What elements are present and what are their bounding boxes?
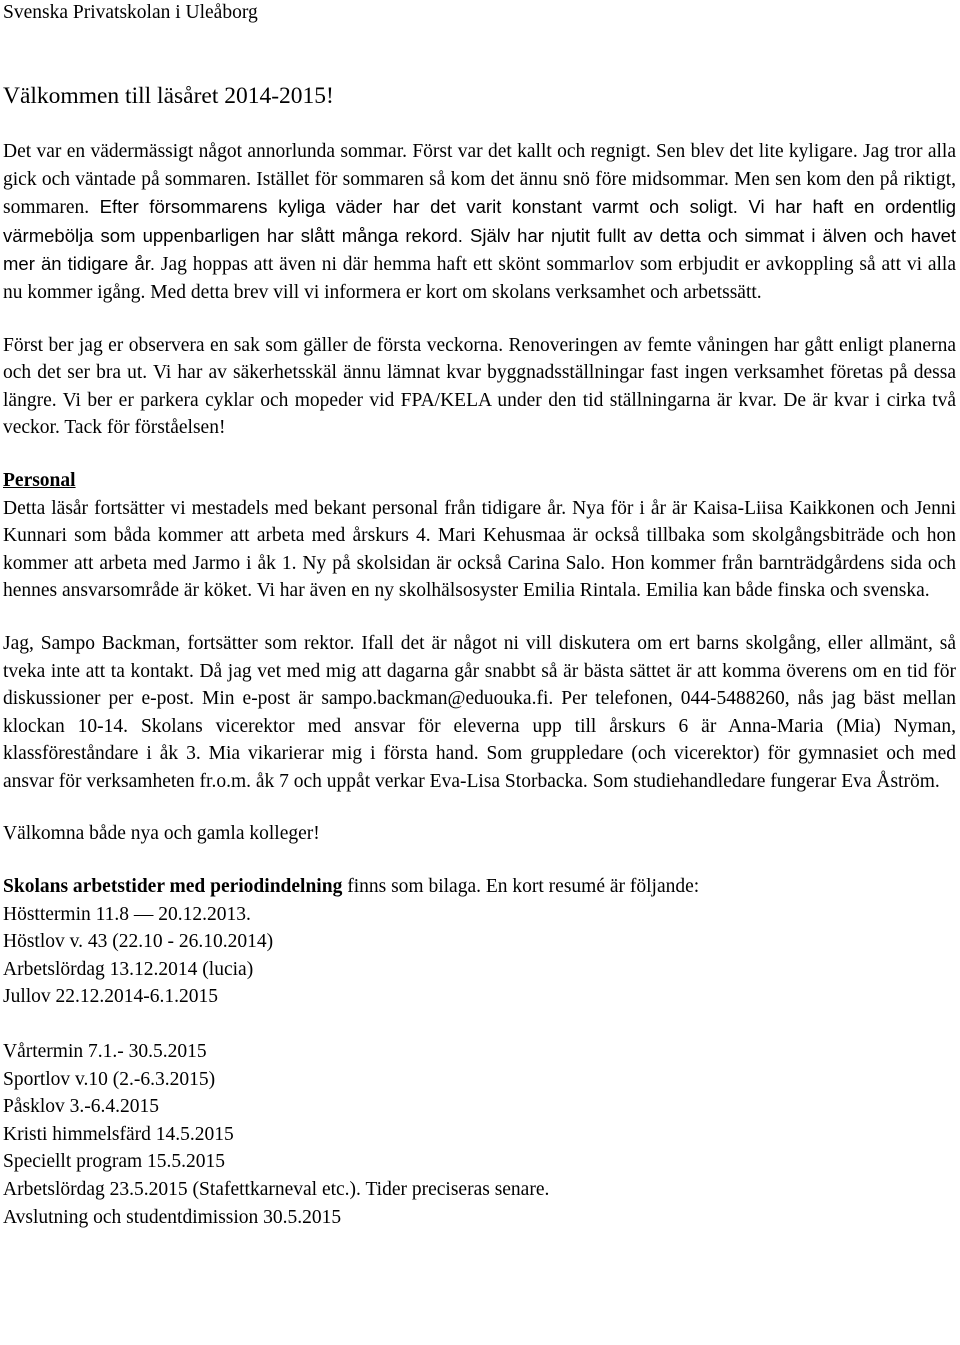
list-item: Speciellt program 15.5.2015	[3, 1151, 226, 1173]
list-item: Arbetslördag 23.5.2015 (Stafettkarneval etc.). Tider preciseras senare.	[3, 1179, 550, 1200]
welcome-colleagues: Välkomna både nya och gamla kolleger!	[3, 823, 320, 845]
list-item: Jullov 22.12.2014-6.1.2015	[3, 986, 219, 1008]
intro-paragraph	[3, 138, 956, 307]
autumn-schedule-list	[3, 901, 956, 1011]
schedule-lead-bold: Skolans arbetstider med periodindelning	[3, 876, 343, 898]
list-item: Sportlov v.10 (2.-6.3.2015)	[3, 1068, 216, 1090]
list-item: Höstlov v. 43 (22.10 - 26.10.2014)	[3, 931, 274, 953]
list-item: Hösttermin 11.8 — 20.12.2013.	[3, 903, 251, 925]
school-name: Svenska Privatskolan i Uleåborg	[3, 2, 258, 23]
list-item: Avslutning och studentdimission 30.5.2015	[3, 1206, 342, 1228]
renovation-paragraph: Först ber jag er observera en sak som gäller de första veckorna. Renoveringen av femte våningen har gått enligt planerna och det ser bra ut. Vi har av säkerhetsskäl ännu lämnat kvar byggnadsställningar fast ingen verksamhet företas på dessa längre. Vi ber er parkera cyklar och mopeder vid FPA/KELA under den tid ställningarna är kvar. De är kvar i cirka två veckor. Tack för förståelsen!	[3, 334, 956, 439]
spring-schedule-list	[3, 1038, 956, 1231]
personal-paragraph: Detta läsår fortsätter vi mestadels med bekant personal från tidigare år. Nya för i år är Kaisa-Liisa Kaikkonen och Jenni Kunnari som båda kommer att arbeta med årskurs 4. Mari Kehusmaa är också tillbaka som skolgångsbiträde och hon kommer att arbeta med Jarmo i åk 1. Ny på skolsidan är också Carina Salo. Hon kommer från barnträdgårdens sida och hennes ansvarsområde är köket. Vi har även en ny skolhälsosyster Emilia Rintala. Emilia kan både finska och svenska.	[3, 497, 956, 602]
list-spacer	[3, 1011, 956, 1038]
letter-page	[3, 0, 956, 1231]
list-item: Påsklov 3.-6.4.2015	[3, 1096, 159, 1118]
list-item: Arbetslördag 13.12.2014 (lucia)	[3, 958, 254, 980]
list-item: Kristi himmelsfärd 14.5.2015	[3, 1123, 234, 1145]
intro-text-1: Det var en vädermässigt något annorlunda sommar. Först var det kallt och regnigt. Sen blev det lite kyligare. Jag tror alla gick och väntade på sommaren. Istället för sommaren så kom det ännu snö före midsommar. Men sen kom den på riktigt, sommaren.	[3, 141, 956, 219]
schedule-lead-rest: finns som bilaga. En kort resumé är följande:	[342, 876, 700, 898]
intro-text-2: Efter försommarens kyliga väder har det varit konstant varmt och soligt. Vi har haft en ordentlig värmebölja som uppenbarligen har slått många rekord. Själv har njutit fullt av detta och simmat i älven och havet mer än tidigare år.	[3, 196, 956, 275]
personal-heading	[3, 467, 956, 495]
rector-paragraph: Jag, Sampo Backman, fortsätter som rektor. Ifall det är något ni vill diskutera om ert barns skolgång, eller allmänt, så tveka inte att ta kontakt. Då jag vet med mig att dagarna går snabbt så är bästa sättet är att komma överens om en tid för diskussioner per e-post. Min e-post är sampo.backman@eduouka.fi. Per telefonen, 044-5488260, nås jag bäst mellan klockan 10-14. Skolans vicerektor med ansvar för eleverna upp till årskurs 6 är Anna-Maria (Mia) Nyman, klassföreståndare i åk 3. Mia vikarierar mig i första hand. Som gruppledare (och vicerektor) för gymnasiet och med ansvar för verksamheten fr.o.m. åk 7 och uppåt verkar Eva-Lisa Storbacka. Som studiehandledare fungerar Eva Åström.	[3, 632, 956, 792]
welcome-title: Välkommen till läsåret 2014-2015!	[3, 83, 334, 109]
schedule-intro	[3, 873, 956, 901]
personal-heading-text: Personal	[3, 469, 76, 491]
intro-text-3: Jag hoppas att även ni där hemma haft ett skönt sommarlov som erbjudit er avkoppling så att vi alla nu kommer igång. Med detta brev vill vi informera er kort om skolans verksamhet och arbetssätt.	[3, 254, 956, 303]
list-item: Vårtermin 7.1.- 30.5.2015	[3, 1041, 207, 1063]
